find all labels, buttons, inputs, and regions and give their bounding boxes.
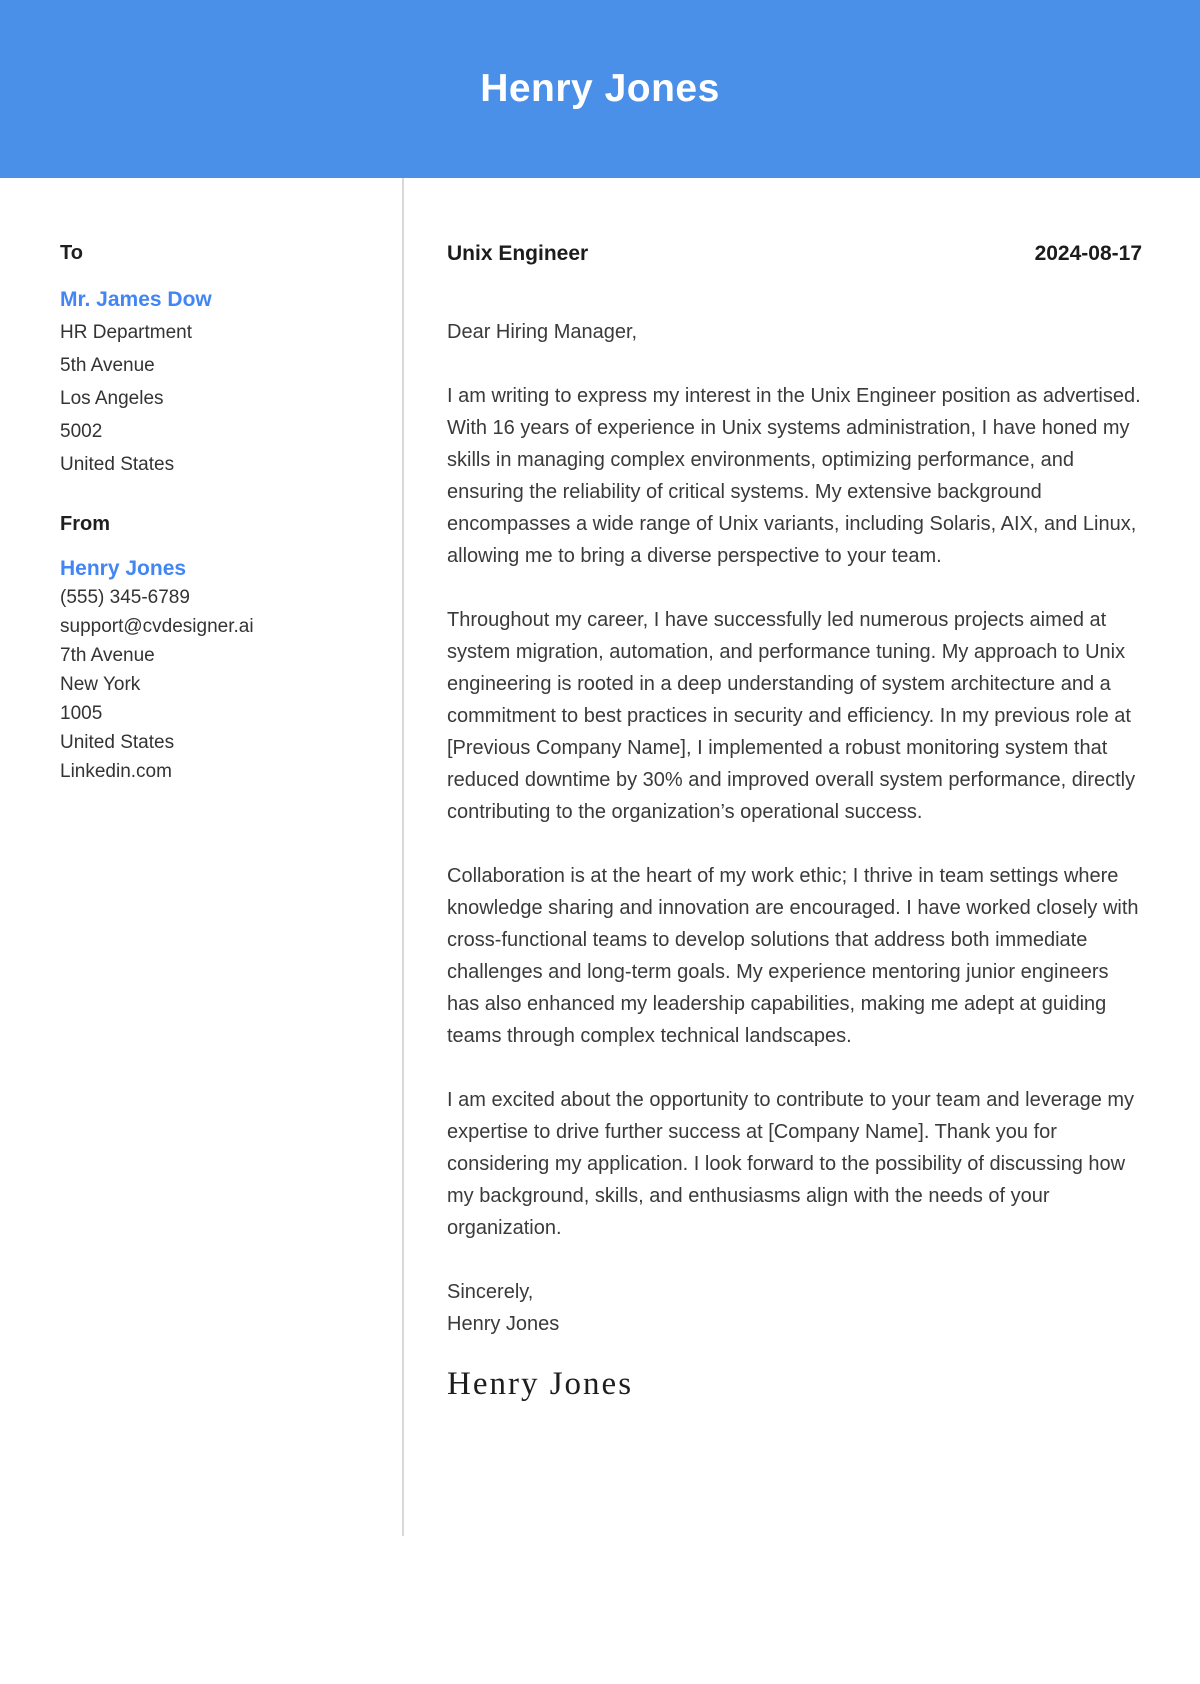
recipient-street: 5th Avenue xyxy=(60,355,155,376)
recipient-department: HR Department xyxy=(60,322,192,343)
sender-country: United States xyxy=(60,732,175,753)
letter-date: 2024-08-17 xyxy=(1034,242,1142,265)
paragraph-intro: I am writing to express my interest in the Unix Engineer position as advertised. With 16 years of experience in Unix systems administration, I have honed my skills in managing complex environments, optimizing performance, and ensuring the reliability of critical systems. My extensive background encompasses a wide range of Unix variants, including Solaris, AIX, and Linux, allowing me to bring a diverse perspective to your team. xyxy=(447,385,1141,567)
salutation: Dear Hiring Manager, xyxy=(447,321,638,343)
sender-postal-code: 1005 xyxy=(60,703,103,724)
closing-word: Sincerely, xyxy=(447,1281,534,1303)
sender-city: New York xyxy=(60,674,141,695)
handwritten-signature: Henry Jones xyxy=(447,1366,634,1402)
closing-block xyxy=(447,1276,1142,1340)
job-title: Unix Engineer xyxy=(447,242,589,265)
sender-email: support@cvdesigner.ai xyxy=(60,616,254,637)
paragraph-closing: I am excited about the opportunity to contribute to your team and leverage my expertise to drive further success at [Company Name]. Thank you for considering my application. I look forward to the possibility of discussing how my background, skills, and enthusiasms align with the needs of your organization. xyxy=(447,1089,1135,1239)
sender-name: Henry Jones xyxy=(60,557,187,580)
recipient-postal-code: 5002 xyxy=(60,421,103,442)
recipient-country: United States xyxy=(60,454,175,475)
page-title: Henry Jones xyxy=(480,67,720,110)
header-band xyxy=(0,0,1200,178)
recipient-name: Mr. James Dow xyxy=(60,288,212,311)
signoff-name: Henry Jones xyxy=(447,1313,560,1335)
to-label: To xyxy=(60,242,83,264)
contact-sidebar xyxy=(0,242,403,1403)
sender-section xyxy=(60,513,367,786)
recipient-city: Los Angeles xyxy=(60,388,164,409)
letter-body xyxy=(403,242,1200,1403)
sender-phone: (555) 345-6789 xyxy=(60,587,190,608)
sender-street: 7th Avenue xyxy=(60,645,155,666)
from-label: From xyxy=(60,513,110,535)
paragraph-experience: Throughout my career, I have successfully led numerous projects aimed at system migration, automation, and performance tuning. My approach to Unix engineering is rooted in a deep understanding of system architecture and a commitment to best practices in security and efficiency. In my previous role at [Previous Company Name], I implemented a robust monitoring system that reduced downtime by 30% and improved overall system performance, directly contributing to the organization’s operational success. xyxy=(447,609,1136,823)
sender-linkedin: Linkedin.com xyxy=(60,761,172,782)
column-divider xyxy=(402,178,404,1536)
content-columns xyxy=(0,178,1200,1403)
paragraph-collaboration: Collaboration is at the heart of my work ethic; I thrive in team settings where knowledge sharing and innovation are encouraged. I have worked closely with cross-functional teams to develop solutions that address both immediate challenges and long-term goals. My experience mentoring junior engineers has also enhanced my leadership capabilities, making me adept at guiding teams through complex technical landscapes. xyxy=(447,865,1139,1047)
subject-row xyxy=(447,242,1142,266)
recipient-section xyxy=(60,242,367,481)
